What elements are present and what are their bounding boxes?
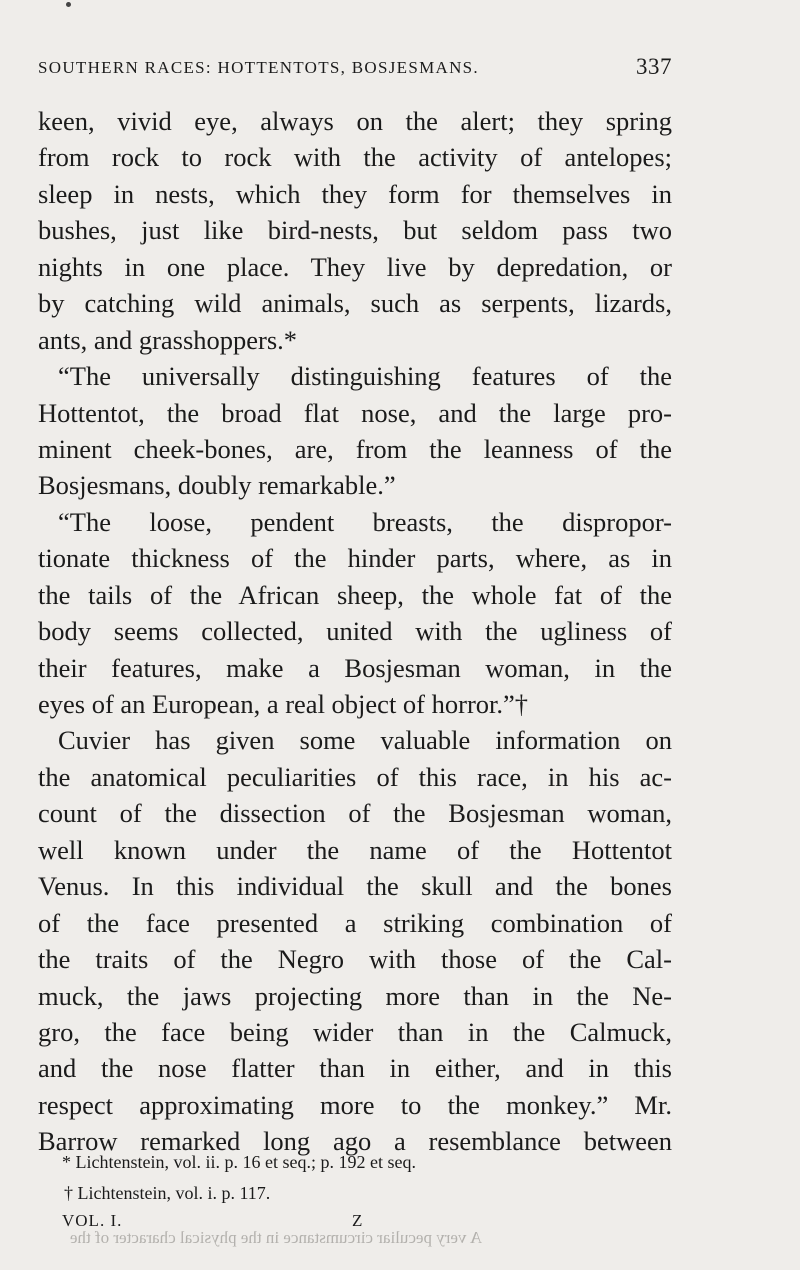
text-line: respect approximating more to the monkey.” Mr. xyxy=(38,1089,672,1120)
text-line: gro, the face being wider than in the Calmuck, xyxy=(38,1016,672,1047)
page-number: 337 xyxy=(636,54,672,79)
text-line: “The universally distinguishing features of the xyxy=(58,361,672,392)
text-line: body seems collected, united with the ugliness of xyxy=(38,616,672,647)
text-line: minent cheek-bones, are, from the leanness of the xyxy=(38,433,672,464)
show-through-text: A very peculiar circumstance in the physical character of the xyxy=(70,1228,483,1247)
running-head xyxy=(38,54,672,88)
body-text xyxy=(38,103,672,1160)
signature-line xyxy=(62,1207,582,1237)
footnote: * Lichtenstein, vol. ii. p. 16 et seq.; p. 192 et seq. xyxy=(62,1152,416,1172)
text-line: their features, make a Bosjesman woman, in the xyxy=(38,652,672,683)
running-head-title: SOUTHERN RACES: HOTTENTOTS, BOSJESMANS. xyxy=(38,58,479,77)
text-line: eyes of an European, a real object of horror.”† xyxy=(38,689,529,719)
text-line: muck, the jaws projecting more than in the Ne- xyxy=(38,980,672,1011)
volume-mark: VOL. I. xyxy=(62,1211,123,1230)
text-line: count of the dissection of the Bosjesman woman, xyxy=(38,798,672,829)
text-line: the traits of the Negro with those of the Cal- xyxy=(38,944,672,975)
text-line: keen, vivid eye, always on the alert; they spring xyxy=(38,106,672,136)
text-line: ants, and grasshoppers.* xyxy=(38,324,298,355)
text-line: tionate thickness of the hinder parts, where, as in xyxy=(38,543,672,574)
text-line: and the nose flatter than in either, and in this xyxy=(38,1053,672,1084)
text-line: “The loose, pendent breasts, the dispropor- xyxy=(58,506,672,537)
text-line: by catching wild animals, such as serpents, lizards, xyxy=(38,288,672,319)
text-line: sleep in nests, which they form for themselves in xyxy=(38,178,672,209)
text-line: the anatomical peculiarities of this race, in his ac- xyxy=(38,761,672,792)
footnotes xyxy=(62,1147,672,1209)
text-line: bushes, just like bird-nests, but seldom pass two xyxy=(38,215,672,246)
text-line: of the face presented a striking combination of xyxy=(38,907,672,938)
text-line: Bosjesmans, doubly remarkable.” xyxy=(38,470,396,501)
text-line: from rock to rock with the activity of antelopes; xyxy=(38,142,672,173)
text-line: Hottentot, the broad flat nose, and the large pro- xyxy=(38,397,672,428)
footnote: † Lichtenstein, vol. i. p. 117. xyxy=(64,1183,271,1203)
text-line: nights in one place. They live by depredation, or xyxy=(38,251,672,282)
signature-mark: Z xyxy=(352,1211,364,1230)
text-line: the tails of the African sheep, the whole fat of the xyxy=(38,579,672,610)
text-line: well known under the name of the Hottentot xyxy=(38,834,672,865)
text-line: Barrow remarked long ago a resemblance between xyxy=(38,1126,672,1157)
text-line: Venus. In this individual the skull and the bones xyxy=(38,871,672,902)
text-line: Cuvier has given some valuable information on xyxy=(58,725,672,756)
ink-speck xyxy=(66,2,71,7)
